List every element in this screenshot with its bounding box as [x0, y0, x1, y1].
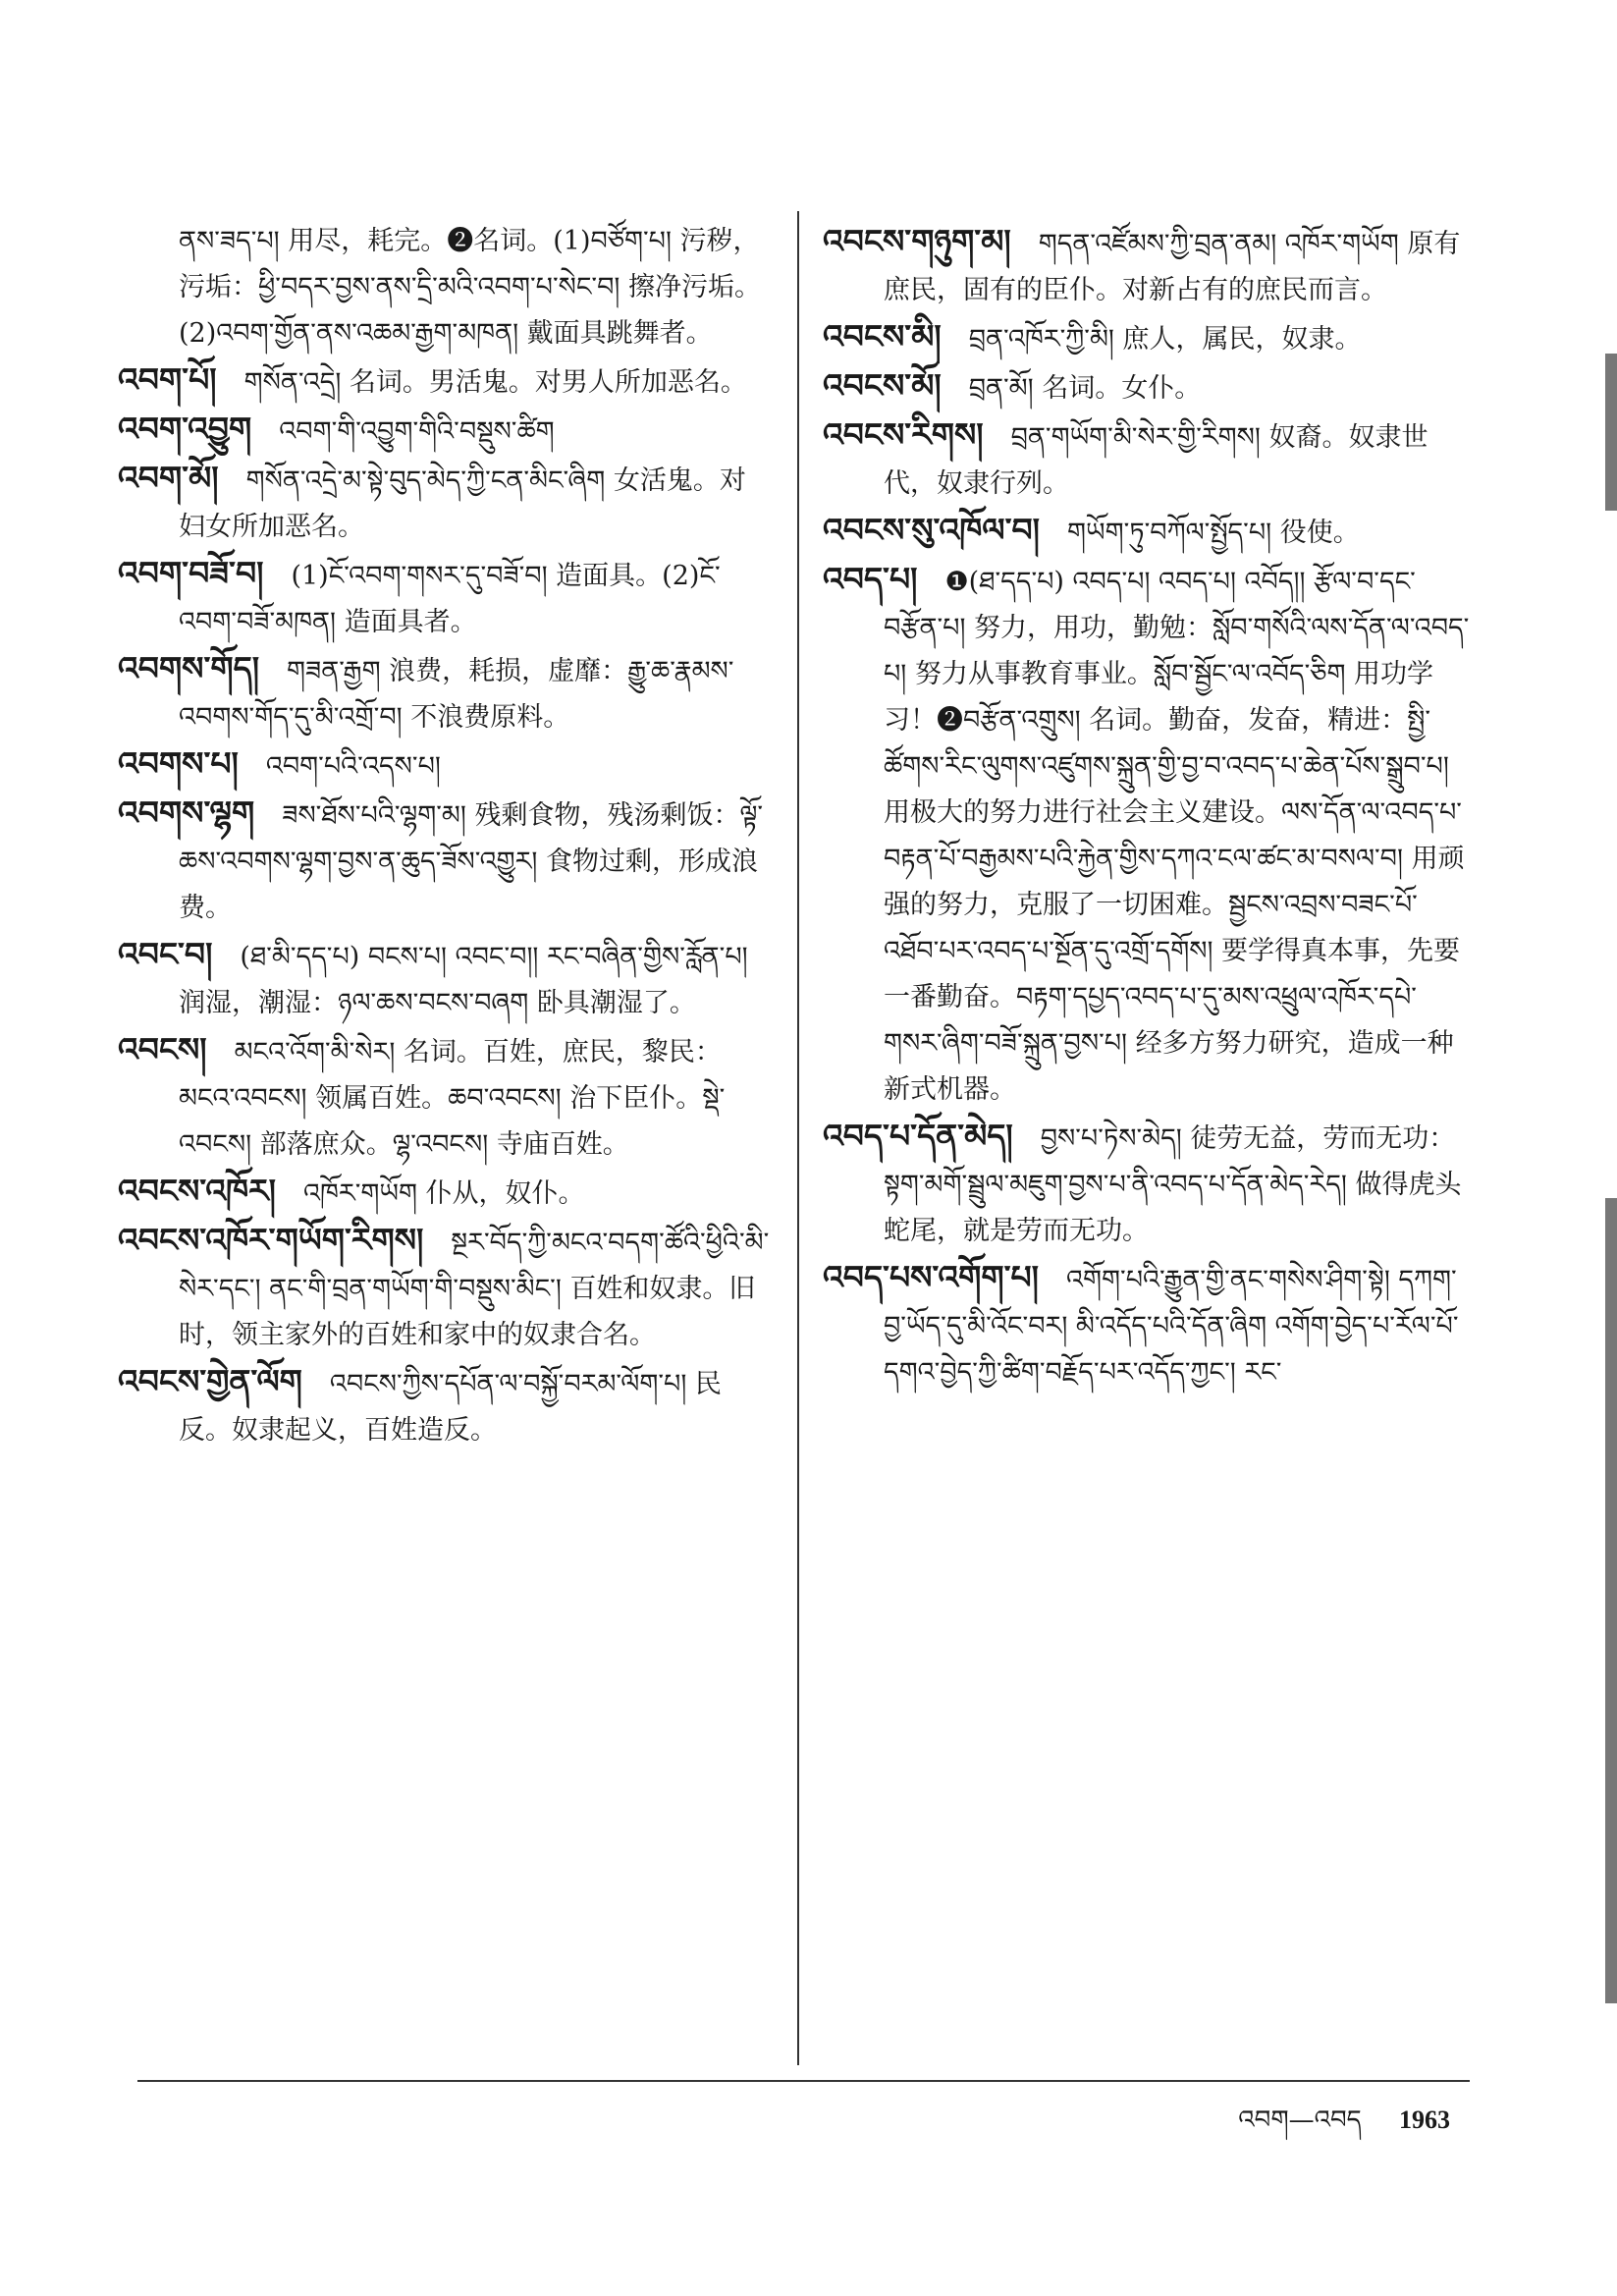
entry-definition: གཟན་རྒྱག 浪费，耗损，虚靡：རྒྱུ་ཆ་རྣམས་འབགས་གོད་དུ་མི་འགྲོ་བ། 不浪费原料。 — [179, 656, 734, 733]
page-footer — [1238, 2092, 1450, 2163]
entry-definition: མངའ་འོག་མི་སེར། 名词。百姓，庶民，黎民：མངའ་འབངས། 领属百姓。ཆབ་འབངས། 治下臣仆。སྡེ་འབངས། 部落庶众。ལྷ་འབངས། 寺庙百姓。 — [179, 1037, 726, 1160]
entry-headword: འབངས་མོ། — [823, 366, 942, 405]
entry-headword: འབངས་སུ་འཁོལ་བ། — [823, 511, 1041, 549]
dictionary-entry — [118, 1026, 771, 1168]
entry-headword: འབངས་འཁོར་གཡོག་རིགས། — [118, 1221, 424, 1259]
dictionary-entry — [823, 1113, 1471, 1254]
entry-headword: འབད་པས་འགོག་པ། — [823, 1258, 1040, 1296]
entry-headword: འབགས་པ། — [118, 744, 239, 783]
entry-headword: འབགས་ལྷག — [118, 793, 255, 832]
entry-headword: འབག་པོ། — [118, 360, 217, 399]
entry-definition: བྲན་གཡོག་མི་སེར་གྱི་རིགས། 奴裔。奴隶世代，奴隶行列。 — [884, 422, 1428, 499]
entry-definition: གདན་འཛོམས་ཀྱི་བྲན་ནམ། འཁོར་གཡོག 原有庶民，固有的臣仆。对新占有的庶民而言。 — [884, 229, 1461, 305]
entry-definition: (1)ངོ་འབག་གསར་དུ་བཟོ་བ། 造面具。(2)ངོ་འབག་བཟོ་མཁན། 造面具者。 — [179, 561, 721, 637]
entry-headword: འབངས་མི། — [823, 317, 942, 355]
entry-headword: འབང་བ། — [118, 935, 213, 973]
entry-definition: (ཐ་མི་དད་པ) བངས་པ། འབང་བ།། རང་བཞིན་གྱིས་རློན་པ། 润湿，潮湿：ཉལ་ཆས་བངས་བཞག 卧具潮湿了。 — [179, 942, 748, 1018]
dictionary-entry — [823, 411, 1471, 507]
entry-headword: འབད་པ། — [823, 560, 918, 598]
entry-headword: འབངས་གྱེན་ལོག — [118, 1362, 302, 1400]
page-range: འབག—འབད — [1238, 2105, 1362, 2135]
dictionary-entry — [118, 550, 771, 645]
dictionary-entry — [118, 1168, 771, 1217]
entry-definition: བྲན་མོ། 名词。女仆。 — [968, 373, 1202, 404]
dictionary-entry — [118, 740, 771, 790]
scan-edge-mark — [1605, 1198, 1617, 2003]
dictionary-entry — [823, 507, 1471, 556]
entry-headword: འབངས་འཁོར། — [118, 1172, 276, 1210]
dictionary-entry — [118, 645, 771, 740]
dictionary-entry — [823, 218, 1471, 313]
entry-definition: ❶(ཐ་དད་པ) འབད་པ། འབད་པ། འབོད།། རྩོལ་བ་དང་བརྩོན་པ། 努力，用功，勤勉：སློབ་གསོའི་ལས་དོན་ལ་འབད་པ། 努力从事教育事业。སློབ་སྦྱོང་ལ་འབོད་ཅིག 用功学习！❷བརྩོན་འགྲུས། 名词。勤奋，发奋，精进：སྤྱི་ཚོགས་རིང་ལུགས་འཛུགས་སྐྲུན་གྱི་བྱ་བ་འབད་པ་ཆེན་པོས་སྒྲུབ་པ། 用极大的努力进行社会主义建设。ལས་དོན་ལ་འབད་པ་བརྟན་པོ་བརྒྱམས་པའི་རྐྱེན་གྱིས་དཀའ་ངལ་ཚང་མ་བསལ་བ། 用顽强的努力，克服了一切困难。སྦྱངས་འབྲས་བཟང་པོ་འཐོབ་པར་འབད་པ་སྔོན་དུ་འགྲོ་དགོས། 要学得真本事，先要一番勤奋。བརྟག་དཔྱད་འབད་པ་དུ་མས་འཕྲུལ་འཁོར་དཔེ་གསར་ཞིག་བཟོ་སྐྲུན་བྱས་པ། 经多方努力研究，造成一种新式机器。 — [884, 567, 1470, 1105]
dictionary-entry — [823, 1254, 1471, 1395]
dictionary-entry — [823, 362, 1471, 411]
entry-headword: འབག་འབྱུག — [118, 410, 252, 448]
entry-definition: གཡོག་ཏུ་བཀོལ་སྤྱོད་པ། 役使。 — [1067, 518, 1360, 548]
entry-definition: འཁོར་གཡོག 仆从，奴仆。 — [302, 1178, 585, 1209]
dictionary-entry — [118, 406, 771, 455]
entry-definition: གསོན་འདྲེ་མ་སྟེ་བུད་མེད་ཀྱི་ངན་མིང་ཞིག 女活鬼。对妇女所加恶名。 — [179, 465, 746, 542]
entry-headword: འབངས་རིགས། — [823, 415, 984, 454]
entry-definition: ཟས་ཐོས་པའི་ལྷག་མ། 残剩食物，残汤剩饭：ལྟོ་ཆས་འབགས་ལྷག་བྱས་ན་ཆུད་ཟོས་འགྱུར། 食物过剩，形成浪费。 — [179, 800, 764, 923]
scan-edge-mark — [1605, 354, 1617, 511]
entry-definition: སྔར་བོད་ཀྱི་མངའ་བདག་ཚོའི་ཕྱིའི་མི་སེར་དང་། ནང་གི་བྲན་གཡོག་གི་བསྡུས་མིང་། 百姓和奴隶。旧时，领主家外的百姓和家中的奴隶合名。 — [179, 1228, 770, 1350]
column-divider — [797, 211, 799, 2065]
left-column — [118, 218, 771, 1453]
dictionary-entry — [823, 313, 1471, 362]
entry-definition: འགོག་པའི་རྒྱུན་གྱི་ནང་གསེས་ཤིག་སྟེ། དཀག་བྱ་ཡོད་དུ་མི་འོང་བར། མི་འདོད་པའི་དོན་ཞིག འགོག་བྱེད་པ་རོལ་པོ་དགའ་བྱེད་ཀྱི་ཚིག་བརྗོད་པར་འདོད་ཀྱང་། རང་ — [884, 1265, 1459, 1388]
entry-definition: བྱས་པ་ཏེས་མེད། 徒劳无益，劳而无功：སྟག་མགོ་སྦྲུལ་མཇུག་བྱས་པ་ནི་འབད་པ་དོན་མེད་རེད། 做得虎头蛇尾，就是劳而无功。 — [884, 1123, 1462, 1246]
entry-definition: ནས་ཟད་པ། 用尽，耗完。❷名词。(1)བཙོག་པ། 污秽，污垢：ཕྱི་བདར་བྱས་ནས་དྲི་མའི་འབག་པ་སེང་བ། 擦净污垢。(2)འབག་གྱོན་ནས་འཆམ་རྒྱག་མཁན། 戴面具跳舞者。 — [179, 226, 761, 349]
dictionary-entry — [118, 1217, 771, 1358]
entry-definition: གསོན་འདྲེ། 名词。男活鬼。对男人所加恶名。 — [243, 367, 747, 398]
entry-headword: འབངས། — [118, 1030, 207, 1068]
page-number: 1963 — [1399, 2105, 1450, 2134]
footer-rule — [137, 2080, 1470, 2082]
dictionary-entry — [118, 931, 771, 1026]
dictionary-entry — [118, 790, 771, 931]
right-column — [823, 218, 1471, 1395]
dictionary-entry — [118, 218, 771, 356]
entry-definition: བྲན་འཁོར་ཀྱི་མི། 庶人，属民，奴隶。 — [968, 324, 1362, 355]
entry-definition: འབག་གི་འབྱུག་གིའི་བསྡུས་ཚིག — [279, 416, 555, 447]
entry-definition: འབངས་ཀྱིས་དཔོན་ལ་བསྐྱོ་བརམ་ལོག་པ། 民反。奴隶起义，百姓造反。 — [179, 1369, 722, 1446]
dictionary-entry — [823, 556, 1471, 1113]
entry-headword: འབགས་གོད། — [118, 649, 260, 687]
entry-headword: འབད་པ་དོན་མེད། — [823, 1117, 1013, 1155]
dictionary-entry — [118, 455, 771, 550]
entry-headword: འབངས་གཉུག་མ། — [823, 222, 1011, 260]
dictionary-entry — [118, 356, 771, 406]
entry-headword: འབག་བཟོ་བ། — [118, 554, 264, 592]
entry-headword: འབག་མོ། — [118, 459, 219, 497]
dictionary-entry — [118, 1358, 771, 1453]
entry-definition: འབག་པའི་འདས་པ། — [265, 751, 441, 782]
